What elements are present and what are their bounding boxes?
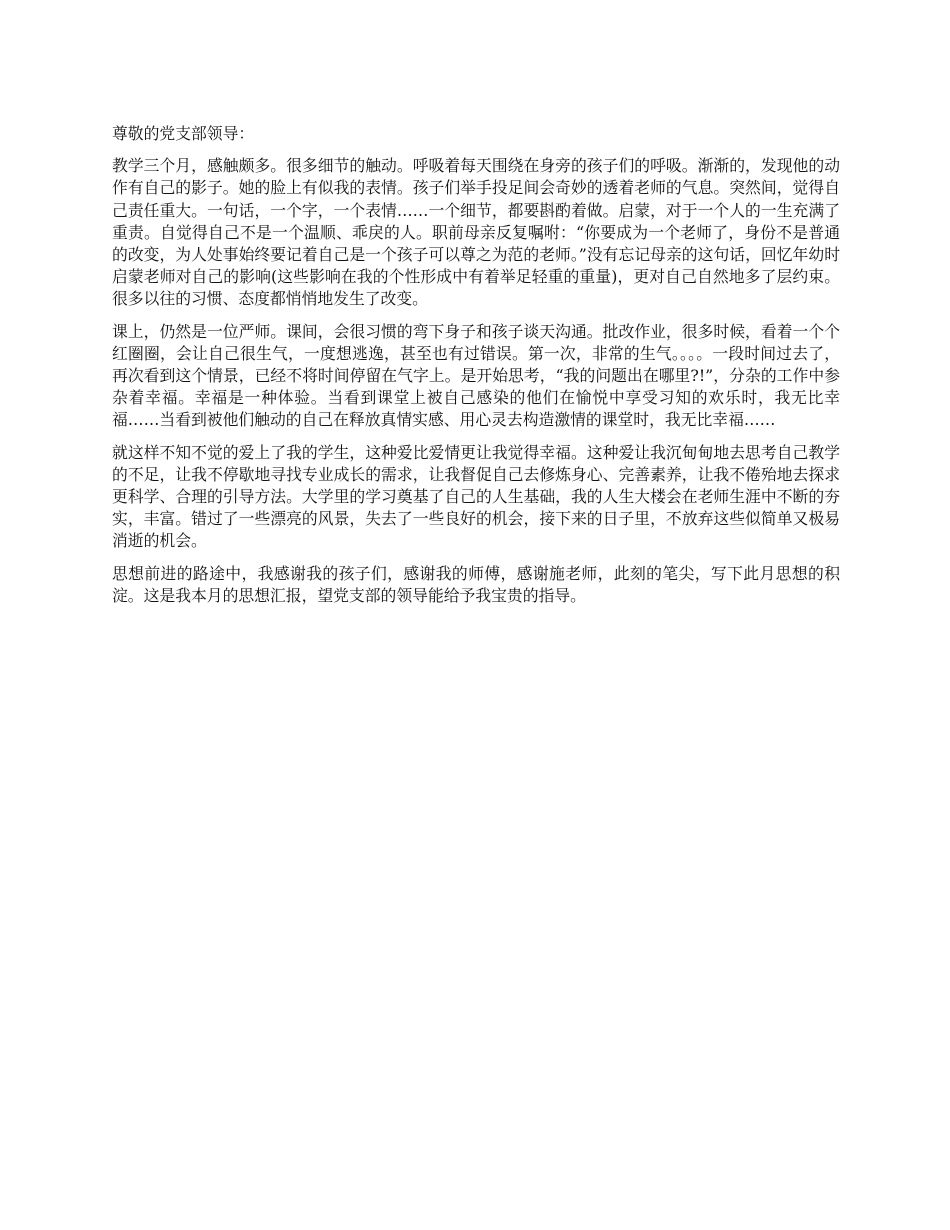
paragraph-2: 课上，仍然是一位严师。课间，会很习惯的弯下身子和孩子谈天沟通。批改作业，很多时候，看着一个个红圈圈，会让自己很生气，一度想逃逸，甚至也有过错误。第一次，非常的生气。。。。一段时间过去了，再次看到这个情景，已经不将时间停留在气字上。是开始思考，“我的问题出在哪里?!”，分杂的工作中参杂着幸福。幸福是一种体验。当看到课堂上被自己感染的他们在愉悦中享受习知的欢乐时，我无比幸福……当看到被他们触动的自己在释放真情实感、用心灵去构造激情的课堂时，我无比幸福…… <box>112 321 840 430</box>
greeting-line: 尊敬的党支部领导： <box>112 124 255 143</box>
paragraph-3: 就这样不知不觉的爱上了我的学生，这种爱比爱情更让我觉得幸福。这种爱让我沉甸甸地去思考自己教学的不足，让我不停歇地寻找专业成长的需求，让我督促自己去修炼身心、完善素养，让我不倦殆地去探求更科学、合理的引导方法。大学里的学习奠基了自己的人生基础，我的人生大楼会在老师生涯中不断的夯实，丰富。错过了一些漂亮的风景，失去了一些良好的机会，接下来的日子里，不放弃这些似简单又极易消逝的机会。 <box>112 442 840 551</box>
document-body <box>112 123 840 617</box>
paragraph-4: 思想前进的路途中，我感谢我的孩子们，感谢我的师傅，感谢施老师，此刻的笔尖，写下此月思想的积淀。这是我本月的思想汇报，望党支部的领导能给予我宝贵的指导。 <box>112 563 840 605</box>
paragraph-1: 教学三个月，感触颇多。很多细节的触动。呼吸着每天围绕在身旁的孩子们的呼吸。渐渐的，发现他的动作有自己的影子。她的脸上有似我的表情。孩子们举手投足间会奇妙的透着老师的气息。突然间，觉得自己责任重大。一句话，一个字，一个表情……一个细节，都要斟酌着做。启蒙，对于一个人的一生充满了重责。自觉得自己不是一个温顺、乖戾的人。职前母亲反复嘱咐：“你要成为一个老师了，身份不是普通的改变，为人处事始终要记着自己是一个孩子可以尊之为范的老师。”没有忘记母亲的这句话，回忆年幼时启蒙老师对自己的影响(这些影响在我的个性形成中有着举足轻重的重量)，更对自己自然地多了层约束。很多以往的习惯、态度都悄悄地发生了改变。 <box>112 156 840 309</box>
